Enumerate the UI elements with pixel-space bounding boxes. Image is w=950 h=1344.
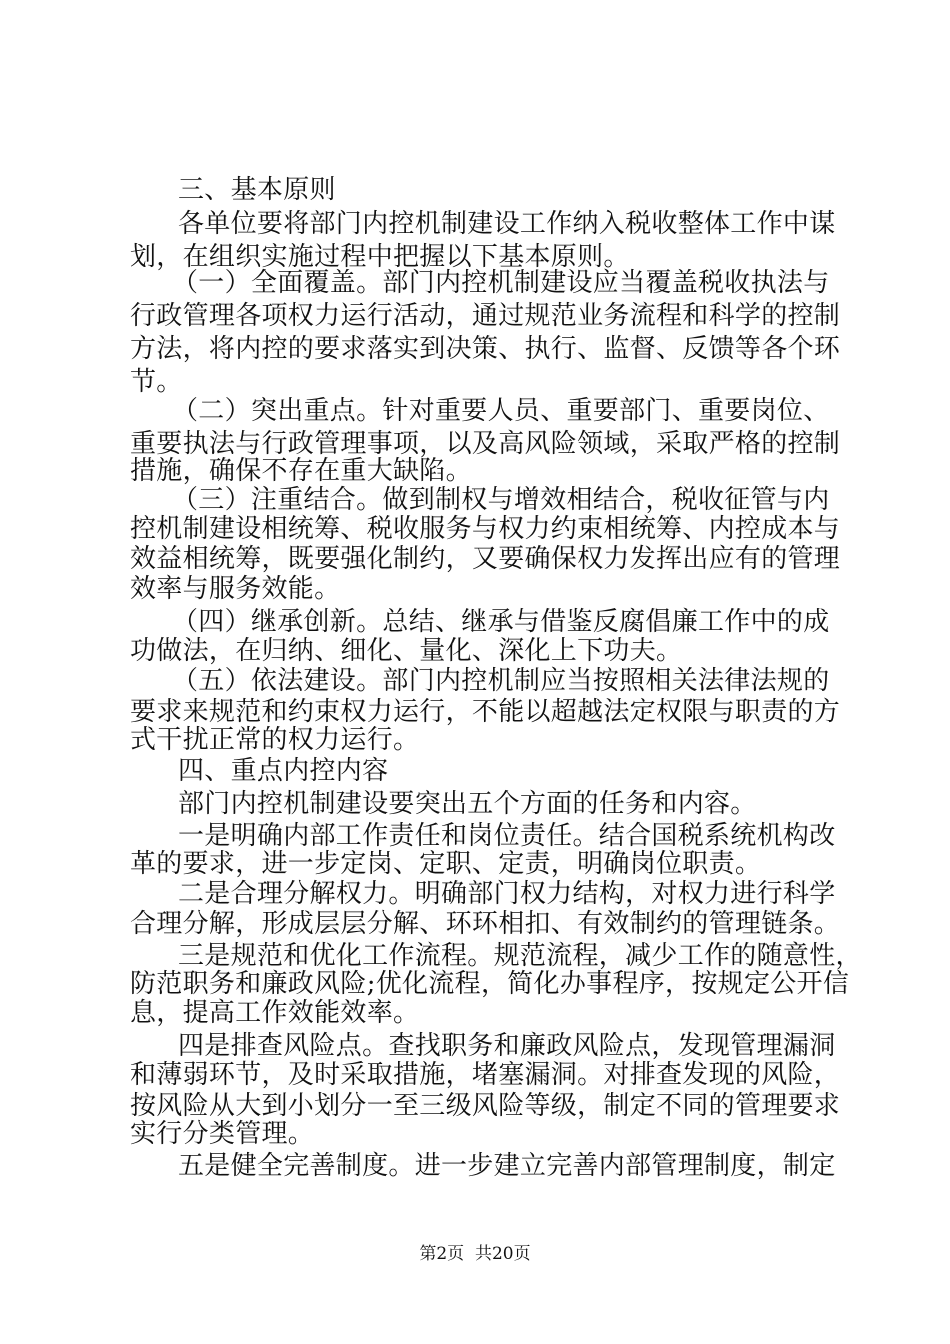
paragraph-line: 效益相统筹，既要强化制约，又要确保权力发挥出应有的管理 [130, 544, 841, 574]
paragraph-line: （三）注重结合。做到制权与增效相结合，税收征管与内 [172, 485, 830, 515]
section-heading: 四、重点内控内容 [178, 756, 389, 786]
paragraph-line: 划，在组织实施过程中把握以下基本原则。 [130, 242, 630, 272]
paragraph-line: （四）继承创新。总结、继承与借鉴反腐倡廉工作中的成 [172, 607, 830, 637]
paragraph-line: 各单位要将部门内控机制建设工作纳入税收整体工作中谋 [178, 209, 836, 239]
paragraph-line: 四是排查风险点。查找职务和廉政风险点，发现管理漏洞 [178, 1031, 836, 1061]
paragraph-line: 二是合理分解权力。明确部门权力结构，对权力进行科学 [178, 879, 836, 909]
section-heading: 三、基本原则 [178, 175, 336, 205]
paragraph-line: 式干扰正常的权力运行。 [130, 725, 420, 755]
paragraph-line: （一）全面覆盖。部门内控机制建设应当覆盖税收执法与 [172, 268, 830, 298]
paragraph-line: 实行分类管理。 [130, 1119, 315, 1149]
paragraph-line: 功做法，在归纳、细化、量化、深化上下功夫。 [130, 636, 683, 666]
paragraph-line: 节。 [130, 367, 183, 397]
paragraph-line: 一是明确内部工作责任和岗位责任。结合国税系统机构改 [178, 821, 836, 851]
paragraph-line: 重要执法与行政管理事项，以及高风险领域，采取严格的控制 [130, 429, 841, 459]
paragraph-line: 按风险从大到小划分一至三级风险等级，制定不同的管理要求 [130, 1091, 841, 1121]
paragraph-line: 革的要求，进一步定岗、定职、定责，明确岗位职责。 [130, 849, 762, 879]
page-number-footer: 第2页 共20页 [419, 1244, 531, 1264]
paragraph-line: 控机制建设相统筹、税收服务与权力约束相统筹、内控成本与 [130, 514, 841, 544]
paragraph-line: 行政管理各项权力运行活动，通过规范业务流程和科学的控制 [130, 301, 841, 331]
paragraph-line: （五）依法建设。部门内控机制应当按照相关法律法规的 [172, 666, 830, 696]
paragraph-line: 措施，确保不存在重大缺陷。 [130, 456, 472, 486]
paragraph-line: （二）突出重点。针对重要人员、重要部门、重要岗位、 [172, 396, 830, 426]
paragraph-line: 合理分解，形成层层分解、环环相扣、有效制约的管理链条。 [130, 909, 841, 939]
paragraph-line: 要求来规范和约束权力运行，不能以超越法定权限与职责的方 [130, 697, 841, 727]
paragraph-line: 方法，将内控的要求落实到决策、执行、监督、反馈等各个环 [130, 334, 841, 364]
paragraph-line: 和薄弱环节，及时采取措施，堵塞漏洞。对排查发现的风险， [130, 1060, 841, 1090]
paragraph-line: 部门内控机制建设要突出五个方面的任务和内容。 [178, 789, 757, 819]
paragraph-line: 息，提高工作效能效率。 [130, 998, 420, 1028]
paragraph-line: 效率与服务效能。 [130, 574, 341, 604]
paragraph-line: 防范职务和廉政风险;优化流程，简化办事程序，按规定公开信 [130, 969, 850, 999]
paragraph-line: 五是健全完善制度。进一步建立完善内部管理制度，制定 [178, 1151, 836, 1181]
paragraph-line: 三是规范和优化工作流程。规范流程，减少工作的随意性， [178, 941, 862, 971]
